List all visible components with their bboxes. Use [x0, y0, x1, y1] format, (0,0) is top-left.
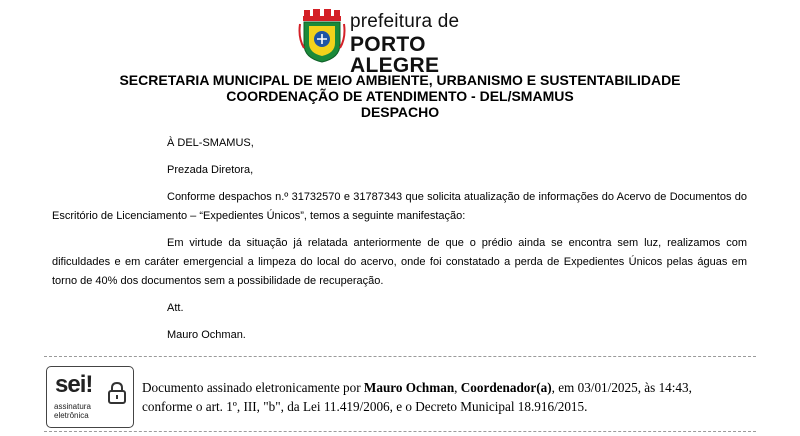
logo-text: [350, 12, 508, 76]
addressee: À DEL-SMAMUS,: [167, 137, 254, 149]
logo-line-2: PORTO ALEGRE: [350, 33, 440, 77]
coat-of-arms-icon: [298, 8, 346, 64]
seal-caption: assinatura eletrônica: [54, 402, 91, 420]
signer-name: Mauro Ochman: [363, 380, 455, 395]
document-type-title: DESPACHO: [360, 104, 440, 120]
signatory-name: Mauro Ochman.: [167, 329, 246, 341]
department-title: COORDENAÇÃO DE ATENDIMENTO - DEL/SMAMUS: [226, 88, 574, 104]
document-header: [0, 72, 800, 120]
signer-role: Coordenador(a): [460, 380, 552, 395]
lock-icon: [107, 381, 127, 405]
paragraph-situation: Em virtude da situação já relatada anteriormente de que o prédio ainda se encontra sem luz, realizamos com dificuldades e em caráter emergencial a limpeza do local do acervo, onde foi constatado a perda de Expedientes Únicos pelas águas em torno de 40% dos documentos sem a possibilidade de recuperação.: [52, 237, 747, 287]
sei-logo-text: sei!: [55, 371, 93, 398]
signature-line-1: Documento assinado eletronicamente por Mauro Ochman, Coordenador(a), em 03/01/2025, às 14:43,: [142, 380, 692, 395]
separator-top: [44, 356, 756, 357]
secretariat-title: SECRETARIA MUNICIPAL DE MEIO AMBIENTE, URBANISMO E SUSTENTABILIDADE: [119, 72, 681, 88]
sei-electronic-signature-seal: [46, 366, 134, 428]
greeting: Prezada Diretora,: [167, 164, 254, 176]
paragraph-request: Conforme despachos n.º 31732570 e 31787343 que solicita atualização de informações do Acervo de Documentos do Escritório de Licenciamento – “Expedientes Únicos”, temos a seguinte manifestação:: [52, 191, 747, 222]
document-body: [52, 134, 747, 345]
closing: Att.: [167, 302, 184, 314]
logo-line-1: prefeitura de: [350, 11, 460, 32]
prefeitura-logo: [298, 8, 508, 77]
separator-bottom: [44, 431, 756, 432]
electronic-signature-statement: [142, 378, 772, 416]
signature-line-2: conforme o art. 1º, III, "b", da Lei 11.419/2006, e o Decreto Municipal 18.916/2015.: [142, 399, 588, 414]
